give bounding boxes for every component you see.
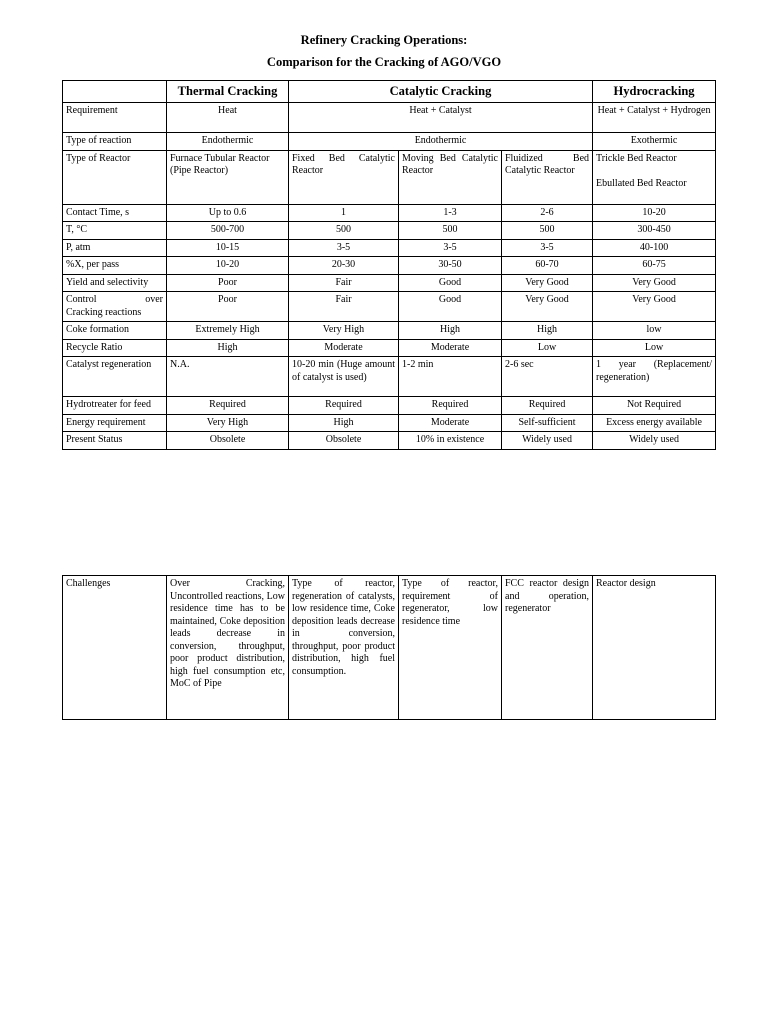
table-cell: Very Good [593,292,716,322]
table-cell: Reactor design [593,576,716,720]
row-label: Yield and selectivity [63,274,167,292]
challenges-table [62,575,716,720]
table-cell: 500 [399,222,502,240]
table-cell: 10-15 [167,239,289,257]
row-label: Coke formation [63,322,167,340]
row-label: Present Status [63,432,167,450]
cell-thermal: Heat [167,103,289,133]
cell-hydro [593,150,716,204]
table-cell: 2-6 [502,204,593,222]
trickle-bed-text: Trickle Bed Reactor [596,152,677,164]
table-cell: Required [502,397,593,415]
row-label: Type of Reactor [63,150,167,204]
comparison-table [62,80,716,450]
table-cell: Poor [167,274,289,292]
table-cell: 3-5 [289,239,399,257]
cell-fluidized-bed: Fluidized Bed Catalytic Reactor [502,150,593,204]
table-cell: Not Required [593,397,716,415]
table-cell: 60-70 [502,257,593,275]
header-thermal-cracking: Thermal Cracking [167,81,289,103]
table-cell: 3-5 [502,239,593,257]
table-cell: Moderate [399,414,502,432]
table-cell: 2-6 sec [502,357,593,397]
row-label-line: Cracking reactions [66,306,142,318]
table-cell: Moderate [289,339,399,357]
table-cell: FCC reactor design and operation, regenerator [502,576,593,720]
header-hydrocracking: Hydrocracking [593,81,716,103]
table-cell: Required [167,397,289,415]
row-label: Recycle Ratio [63,339,167,357]
table-row [63,222,716,240]
table-row-requirement [63,103,716,133]
table-cell: High [289,414,399,432]
row-label [63,292,167,322]
table-cell: Type of reactor, requirement of regenerator, low residence time [399,576,502,720]
table-cell: Type of reactor, regeneration of catalysts, low residence time, Coke deposition leads decrease in conversion, throughput, poor product distribution, high fuel consumption. [289,576,399,720]
table-cell: 500-700 [167,222,289,240]
table-cell: Very High [289,322,399,340]
cell-thermal: Endothermic [167,133,289,151]
table-cell: 10-20 [167,257,289,275]
row-label: %X, per pass [63,257,167,275]
cell-thermal: Furnace Tubular Reactor (Pipe Reactor) [167,150,289,204]
table-cell: low [593,322,716,340]
cell-hydro: Heat + Catalyst + Hydrogen [593,103,716,133]
table-cell: Excess energy available [593,414,716,432]
table-row [63,322,716,340]
table-cell: Very High [167,414,289,432]
table-row [63,274,716,292]
table-cell: Over Cracking, Uncontrolled reactions, Low residence time has to be maintained, Coke deposition leads decrease in conversion, throughput, poor product distribution, high fuel consumption etc, MoC of Pipe [167,576,289,720]
table-cell: Obsolete [167,432,289,450]
table-cell: 300-450 [593,222,716,240]
table-cell: High [502,322,593,340]
table-row [63,204,716,222]
cell-hydro: Exothermic [593,133,716,151]
ebullated-bed-text: Ebullated Bed Reactor [596,178,687,189]
table-cell: Very Good [502,274,593,292]
cell-catalytic: Endothermic [289,133,593,151]
header-row [63,81,716,103]
document-subtitle: Comparison for the Cracking of AGO/VGO [266,55,502,69]
table-cell: High [167,339,289,357]
table-cell: Extremely High [167,322,289,340]
table-row [63,339,716,357]
table-row-challenges [63,576,716,720]
row-label: Requirement [63,103,167,133]
row-label-line: Control over [66,294,163,305]
table-cell: Fair [289,274,399,292]
cell-fixed-bed: Fixed Bed Catalytic Reactor [289,150,399,204]
table-cell: Very Good [502,292,593,322]
table-cell: Very Good [593,274,716,292]
row-label: Catalyst regeneration [63,357,167,397]
cell-catalytic: Heat + Catalyst [289,103,593,133]
row-label: P, atm [63,239,167,257]
table-row-reactor-type [63,150,716,204]
table-cell: 1-2 min [399,357,502,397]
table-row [63,257,716,275]
table-cell: 40-100 [593,239,716,257]
table-cell: 60-75 [593,257,716,275]
table-cell: Moderate [399,339,502,357]
table-cell: Up to 0.6 [167,204,289,222]
table-cell: Low [502,339,593,357]
table-cell: Fair [289,292,399,322]
table-cell: 10% in existence [399,432,502,450]
cell-moving-bed: Moving Bed Catalytic Reactor [399,150,502,204]
table-cell: Obsolete [289,432,399,450]
header-empty-cell [63,81,167,103]
table-cell: Required [289,397,399,415]
row-label: Type of reaction [63,133,167,151]
table-cell: Good [399,292,502,322]
table-cell: Required [399,397,502,415]
table-cell: 30-50 [399,257,502,275]
table-row [63,414,716,432]
table-cell: Widely used [502,432,593,450]
table-row [63,239,716,257]
table-cell: 10-20 [593,204,716,222]
table-cell: Good [399,274,502,292]
table-cell: High [399,322,502,340]
table-row [63,397,716,415]
row-label: Challenges [63,576,167,720]
table-cell: 1 [289,204,399,222]
table-cell: Poor [167,292,289,322]
document-title: Refinery Cracking Operations: [300,33,468,47]
row-label: Contact Time, s [63,204,167,222]
table-row-control [63,292,716,322]
row-label: Hydrotreater for feed [63,397,167,415]
table-cell: 10-20 min (Huge amount of catalyst is used) [289,357,399,397]
table-cell: 500 [289,222,399,240]
table-cell: Widely used [593,432,716,450]
table-cell: Low [593,339,716,357]
table-cell: Self-sufficient [502,414,593,432]
row-label: Energy requirement [63,414,167,432]
table-cell: 20-30 [289,257,399,275]
table-cell: N.A. [167,357,289,397]
header-catalytic-cracking: Catalytic Cracking [289,81,593,103]
table-cell: 1 year (Replacement/ regeneration) [593,357,716,397]
row-label: T, °C [63,222,167,240]
table-row-reaction-type [63,133,716,151]
table-cell: 500 [502,222,593,240]
table-row [63,432,716,450]
table-cell: 3-5 [399,239,502,257]
table-row-catalyst-regeneration [63,357,716,397]
table-cell: 1-3 [399,204,502,222]
